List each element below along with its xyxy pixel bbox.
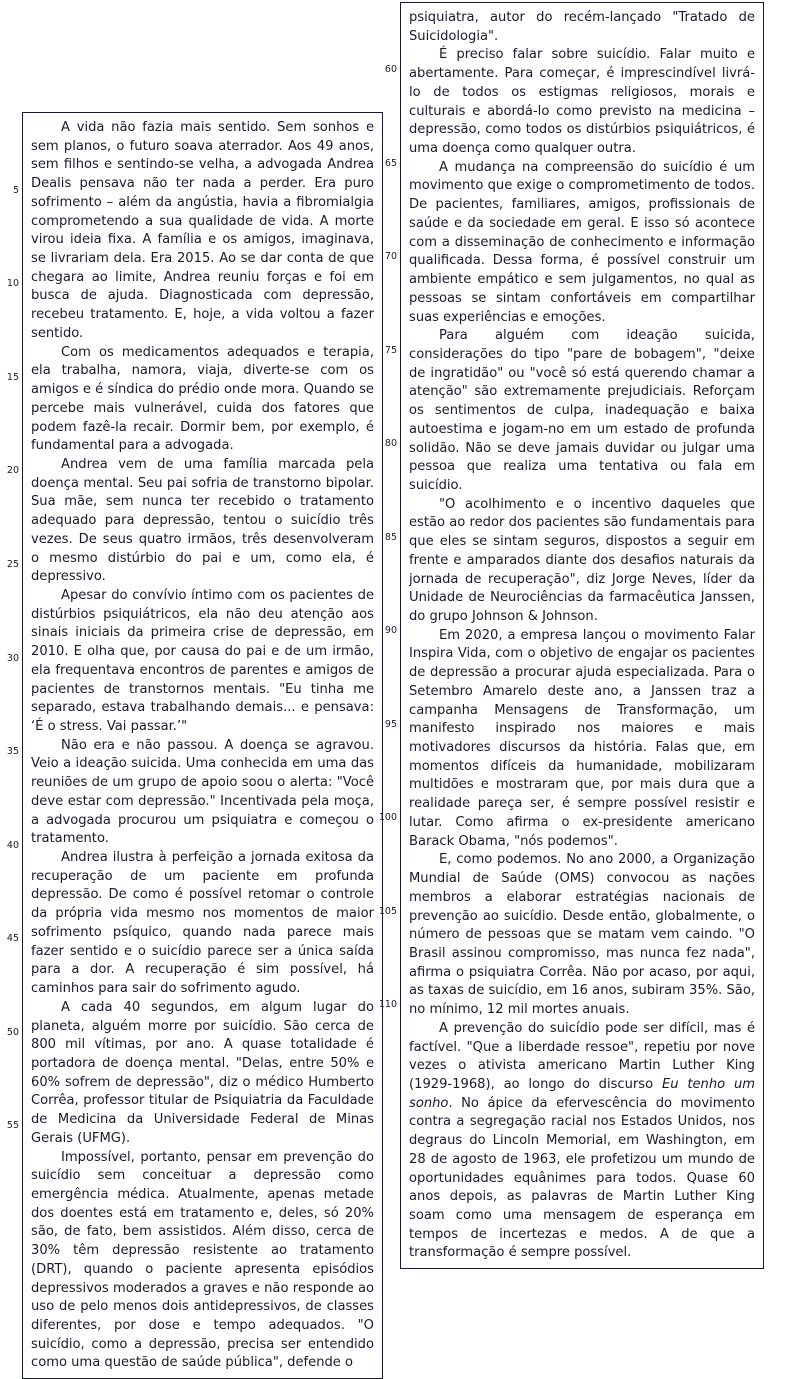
line-number: 50 xyxy=(6,1027,19,1038)
line-number: 35 xyxy=(6,746,19,757)
line-number: 75 xyxy=(384,345,397,356)
line-number: 15 xyxy=(6,372,19,383)
line-number: 30 xyxy=(6,653,19,664)
line-number: 20 xyxy=(6,465,19,476)
paragraph: Andrea ilustra à perfeição a jornada exitosa da recuperação de um paciente em profunda depressão. De como é possível retomar o controle da própria vida mesmo nos momentos de maior sofrimento psíquico, quando nada parece mais fazer sentido e o suicídio parece ser a única saída para a dor. A recuperação é sim possível, há caminhos para sair do sofrimento agudo. xyxy=(31,850,374,997)
line-number: 85 xyxy=(384,532,397,543)
line-number: 25 xyxy=(6,559,19,570)
text-run: . No ápice da efervescência do movimento contra a segregação racial nos Estados Unidos, nos degraus do Lincoln Memorial, em Washington, em 28 de agosto de 1963, ele profetizou um mundo de oportunidades equânimes para todos. Quase 60 anos depois, as palavras de Martin Luther King soam como uma mensagem de esperança em tempos de incertezas e medos. A de que a transformação é sempre possível. xyxy=(409,1095,755,1261)
italic-title: Eu tenho um sonho xyxy=(409,1076,756,1111)
paragraph xyxy=(409,1020,755,1263)
paragraph: Andrea vem de uma família marcada pela doença mental. Seu pai sofria de transtorno bipolar. Sua mãe, sem nunca ter recebido o tratamento adequado para depressão, tentou o suicídio três vezes. De seus quatro irmãos, três desenvolveram o mesmo distúrbio do pai e um, como ela, é depressivo. xyxy=(31,456,374,585)
text-run: A prevenção do suicídio pode ser difícil, mas é factível. "Que a liberdade ressoe", repetiu por nove vezes o ativista americano Martin Luther King (1929-1968), ao longo do discurso xyxy=(409,1020,755,1092)
paragraph: A mudança na compreensão do suicídio é um movimento que exige o comprometimento de todos. De pacientes, familiares, amigos, profissionais de saúde e da sociedade em geral. E isso só acontece com a disseminação de conhecimento e informação qualificada. Dessa forma, é possível construir um ambiente empático e sem julgamentos, no qual as pessoas se sintam confortáveis em compartilhar suas experiências e emoções. xyxy=(409,159,755,325)
paragraph: A cada 40 segundos, em algum lugar do planeta, alguém morre por suicídio. São cerca de 800 mil vítimas, por ano. A quase totalidade é portadora de doença mental. "Delas, entre 50% e 60% sofrem de depressão", diz o médico Humberto Corrêa, professor titular de Psiquiatria da Faculdade de Medicina da Universidade Federal de Minas Gerais (UFMG). xyxy=(31,999,374,1146)
paragraph: Em 2020, a empresa lançou o movimento Falar Inspira Vida, com o objetivo de engajar os pacientes de depressão a procurar ajuda especializada. Para o Setembro Amarelo deste ano, a Janssen traz a campanha Mensagens de Transformação, um manifesto inspirado nos maiores e mais motivadores discursos da história. Falas que, em momentos difíceis da humanidade, mobilizaram multidões e mostraram que, por mais dura que a realidade pareça ser, é sempre possível resistir e lutar. Como afirma o ex-presidente americano Barack Obama, "nós podemos". xyxy=(409,627,755,849)
line-number: 70 xyxy=(384,251,397,262)
paragraph: É preciso falar sobre suicídio. Falar muito e abertamente. Para começar, é imprescindível livrá-lo de todos os estigmas religiosos, morais e culturais e abordá-lo como previsto na medicina – depressão, como todos os distúrbios psiquiátricos, é uma doença como qualquer outra. xyxy=(409,47,755,157)
paragraph: Impossível, portanto, pensar em prevenção do suicídio sem conceituar a depressão como emergência médica. Atualmente, apenas metade dos doentes está em tratamento e, deles, só 20% são, de fato, bem assistidos. Além disso, cerca de 30% têm depressão resistente ao tratamento (DRT), quando o paciente apresenta episódios depressivos moderados a graves e não responde ao uso de pelo menos dois antidepressivos, de classes diferentes, por dose e tempo adequados. "O suicídio, como a depressão, precisa ser entendido como uma questão de saúde pública", defende o xyxy=(31,1149,374,1371)
line-number: 60 xyxy=(384,64,397,75)
line-number: 40 xyxy=(6,840,19,851)
line-number: 110 xyxy=(378,999,397,1010)
right-text-column xyxy=(378,2,764,1269)
paragraph: Não era e não passou. A doença se agravou. Veio a ideação suicida. Uma conhecida em uma das reuniões de um grupo de apoio soou o alerta: "Você deve estar com depressão." Incentivada pela moça, a advogada procurou um psiquiatra e começou o tratamento. xyxy=(31,737,374,847)
line-number: 80 xyxy=(384,438,397,449)
paragraph: A vida não fazia mais sentido. Sem sonhos e sem planos, o futuro soava aterrador. Aos 49 anos, sem filhos e sentindo-se velha, a advogada Andrea Dealis pensava não ter nada a perder. Era puro sofrimento – além da angústia, havia a fibromialgia comprometendo a sua qualidade de vida. A morte virou ideia fixa. A família e os amigos, imaginava, se livrariam dela. Era 2015. Ao se dar conta de que chegara ao limite, Andrea reuniu forças e foi em busca de ajuda. Diagnosticada com depressão, recebeu tratamento. E, hoje, a vida voltou a fazer sentido. xyxy=(31,120,374,341)
paragraph: E, como podemos. No ano 2000, a Organização Mundial de Saúde (OMS) convocou as nações membros a elaborar estratégias nacionais de prevenção ao suicídio. Desde então, globalmente, o número de pessoas que se matam vem caindo. "O Brasil assinou compromisso, mas nunca fez nada", afirma o psiquiatra Corrêa. Não por acaso, por aqui, as taxas de suicídio, em 16 anos, subiram 35%. São, no mínimo, 12 mil mortes anuais. xyxy=(409,852,755,1018)
line-number: 10 xyxy=(6,278,19,289)
line-number: 55 xyxy=(6,1120,19,1131)
left-text-box xyxy=(22,112,383,1379)
line-number: 90 xyxy=(384,625,397,636)
paragraph: "O acolhimento e o incentivo daqueles que estão ao redor dos pacientes são fundamentais para que eles se sintam seguros, dispostos a seguir em frente e amparados diante dos desafios naturais da jornada de recuperação", diz Jorge Neves, líder da Unidade de Neurociências da farmacêutica Janssen, do grupo Johnson & Johnson. xyxy=(409,496,755,624)
line-number: 45 xyxy=(6,933,19,944)
line-number: 105 xyxy=(378,906,397,917)
paragraph: psiquiatra, autor do recém-lançado "Tratado de Suicidologia". xyxy=(409,10,755,44)
paragraph: Com os medicamentos adequados e terapia, ela trabalha, namora, viaja, diverte-se com os amigos e é síndica do prédio onde mora. Quando se percebe mais vulnerável, cuida dos fatores que podem fazê-la recair. Dormir bem, por exemplo, é fundamental para a advogada. xyxy=(31,344,374,454)
paragraph: Para alguém com ideação suicida, considerações do tipo "pare de bobagem", "deixe de ingratidão" ou "você só está querendo chamar a atenção" são extremamente prejudiciais. Reforçam os sentimentos de culpa, inadequação e baixa autoestima e jogam-no em um estado de profunda solidão. Não se deve jamais duvidar ou julgar uma pessoa que realiza uma tentativa ou fala em suicídio. xyxy=(409,328,755,493)
line-number: 65 xyxy=(384,158,397,169)
left-text-column xyxy=(0,112,383,1379)
right-text-box xyxy=(400,2,764,1269)
paragraph: Apesar do convívio íntimo com os pacientes de distúrbios psiquiátricos, ela não deu atenção aos sinais iniciais da primeira crise de depressão, em 2010. E olha que, por causa do pai e de um irmão, ela frequentava encontros de parentes e amigos de pacientes de transtornos mentais. "Eu tinha me separado, estava trabalhando demais... e pensava: ‘É o stress. Vai passar.’" xyxy=(31,587,374,734)
line-number: 5 xyxy=(12,185,19,196)
line-number: 100 xyxy=(378,812,397,823)
line-number: 95 xyxy=(384,719,397,730)
